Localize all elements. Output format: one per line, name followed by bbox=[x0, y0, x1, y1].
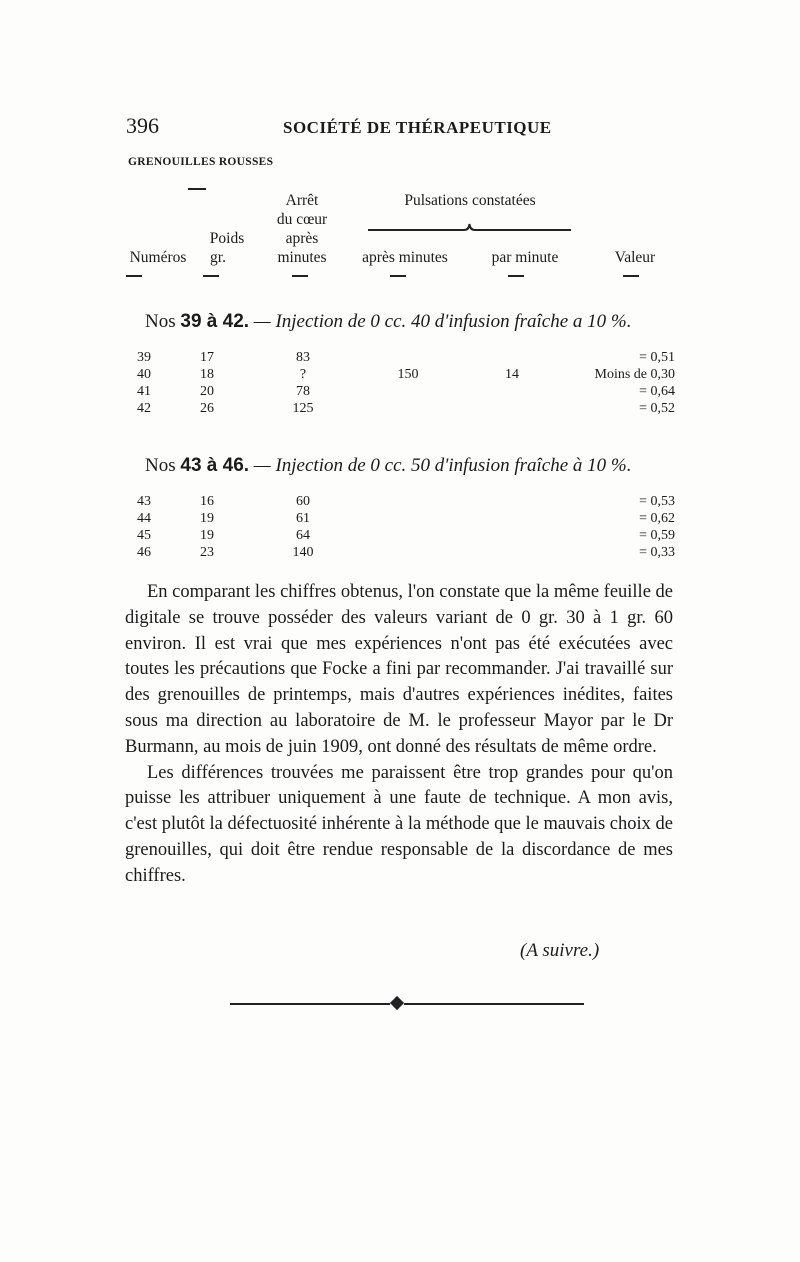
group-range: 43 à 46. bbox=[180, 455, 250, 476]
section-label: GRENOUILLES ROUSSES bbox=[128, 156, 274, 168]
col-rule bbox=[203, 275, 219, 277]
col-arret-4: minutes bbox=[277, 249, 327, 266]
cell-num: 44 bbox=[137, 511, 151, 526]
col-poids-2: gr. bbox=[210, 249, 226, 266]
col-apres-minutes: après minutes bbox=[362, 249, 448, 266]
brace-icon bbox=[368, 222, 571, 232]
group-range: 39 à 42. bbox=[180, 311, 250, 332]
diamond-icon bbox=[390, 996, 404, 1010]
paragraph: En comparant les chiffres obtenus, l'on constate que la même feuille de digitale se trouve posséder des valeurs variant de 0 gr. 30 à 1 gr. 60 environ. Il est vrai que mes expériences n'ont pas été exécutées avec toutes les précautions que Focke a fini par recommander. J'ai travaillé sur des grenouilles de printemps, mais d'autres expériences inédites, faites sous ma direction au laboratoire de M. le professeur Mayor par le Dr Burmann, au mois de juin 1909, ont donné des résultats de même ordre. bbox=[125, 582, 673, 757]
cell-num: 42 bbox=[137, 401, 151, 416]
group-prefix: Nos bbox=[145, 311, 176, 332]
group-description: — Injection de 0 cc. 40 d'infusion fraîche a 10 %. bbox=[253, 311, 632, 332]
col-valeur: Valeur bbox=[614, 249, 656, 266]
cell-arret: 83 bbox=[296, 350, 310, 365]
cell-arret: 140 bbox=[292, 545, 314, 560]
cell-valeur: = 0,52 bbox=[639, 401, 675, 416]
cell-poids: 19 bbox=[200, 511, 214, 526]
col-rule bbox=[623, 275, 639, 277]
cell-num: 43 bbox=[137, 494, 151, 509]
col-arret-2: du cœur bbox=[276, 211, 328, 228]
group-description: — Injection de 0 cc. 50 d'infusion fraîche à 10 %. bbox=[253, 455, 632, 476]
page-number: 396 bbox=[126, 113, 159, 138]
group-heading bbox=[145, 311, 631, 333]
col-arret-3: après bbox=[285, 230, 319, 247]
col-par-minute: par minute bbox=[491, 249, 559, 266]
body-text bbox=[125, 580, 673, 890]
cell-poids: 17 bbox=[200, 350, 214, 365]
group-heading bbox=[145, 455, 631, 477]
cell-poids: 18 bbox=[200, 367, 214, 382]
cell-poids: 19 bbox=[200, 528, 214, 543]
cell-valeur: = 0,51 bbox=[639, 350, 675, 365]
cell-num: 41 bbox=[137, 384, 151, 399]
cell-arret: ? bbox=[299, 367, 307, 382]
cell-arret: 125 bbox=[292, 401, 314, 416]
col-arret-1: Arrêt bbox=[285, 192, 319, 209]
section-dash bbox=[188, 188, 206, 190]
col-numeros: Numéros bbox=[129, 249, 187, 266]
cell-valeur: = 0,53 bbox=[639, 494, 675, 509]
col-rule bbox=[390, 275, 406, 277]
col-rule bbox=[126, 275, 142, 277]
cell-poids: 16 bbox=[200, 494, 214, 509]
cell-valeur: = 0,62 bbox=[639, 511, 675, 526]
cell-poids: 26 bbox=[200, 401, 214, 416]
cell-poids: 23 bbox=[200, 545, 214, 560]
cell-valeur: Moins de 0,30 bbox=[594, 367, 675, 382]
ornament-rule-right bbox=[404, 1003, 584, 1005]
running-title: SOCIÉTÉ DE THÉRAPEUTIQUE bbox=[283, 118, 552, 137]
cell-num: 39 bbox=[137, 350, 151, 365]
cell-num: 45 bbox=[137, 528, 151, 543]
cell-arret: 61 bbox=[296, 511, 310, 526]
cell-apres: 150 bbox=[397, 367, 419, 382]
group-prefix: Nos bbox=[145, 455, 176, 476]
cell-arret: 78 bbox=[296, 384, 310, 399]
cell-arret: 60 bbox=[296, 494, 310, 509]
col-rule bbox=[508, 275, 524, 277]
cell-valeur: = 0,64 bbox=[639, 384, 675, 399]
cell-num: 40 bbox=[137, 367, 151, 382]
continuation-note: (A suivre.) bbox=[520, 940, 600, 961]
cell-valeur: = 0,33 bbox=[639, 545, 675, 560]
cell-poids: 20 bbox=[200, 384, 214, 399]
paragraph: Les différences trouvées me paraissent être trop grandes pour qu'on puisse les attribuer uniquement à une faute de technique. A mon avis, c'est plutôt la défectuosité inhérente à la méthode que le mauvais choix de grenouilles, qui doit être rendue responsable de la discordance de mes chiffres. bbox=[125, 762, 673, 886]
cell-num: 46 bbox=[137, 545, 151, 560]
cell-par: 14 bbox=[505, 367, 519, 382]
cell-arret: 64 bbox=[296, 528, 310, 543]
col-pulsations: Pulsations constatées bbox=[404, 192, 536, 209]
col-rule bbox=[292, 275, 308, 277]
col-poids-1: Poids bbox=[209, 230, 245, 247]
ornament-rule-left bbox=[230, 1003, 390, 1005]
cell-valeur: = 0,59 bbox=[639, 528, 675, 543]
